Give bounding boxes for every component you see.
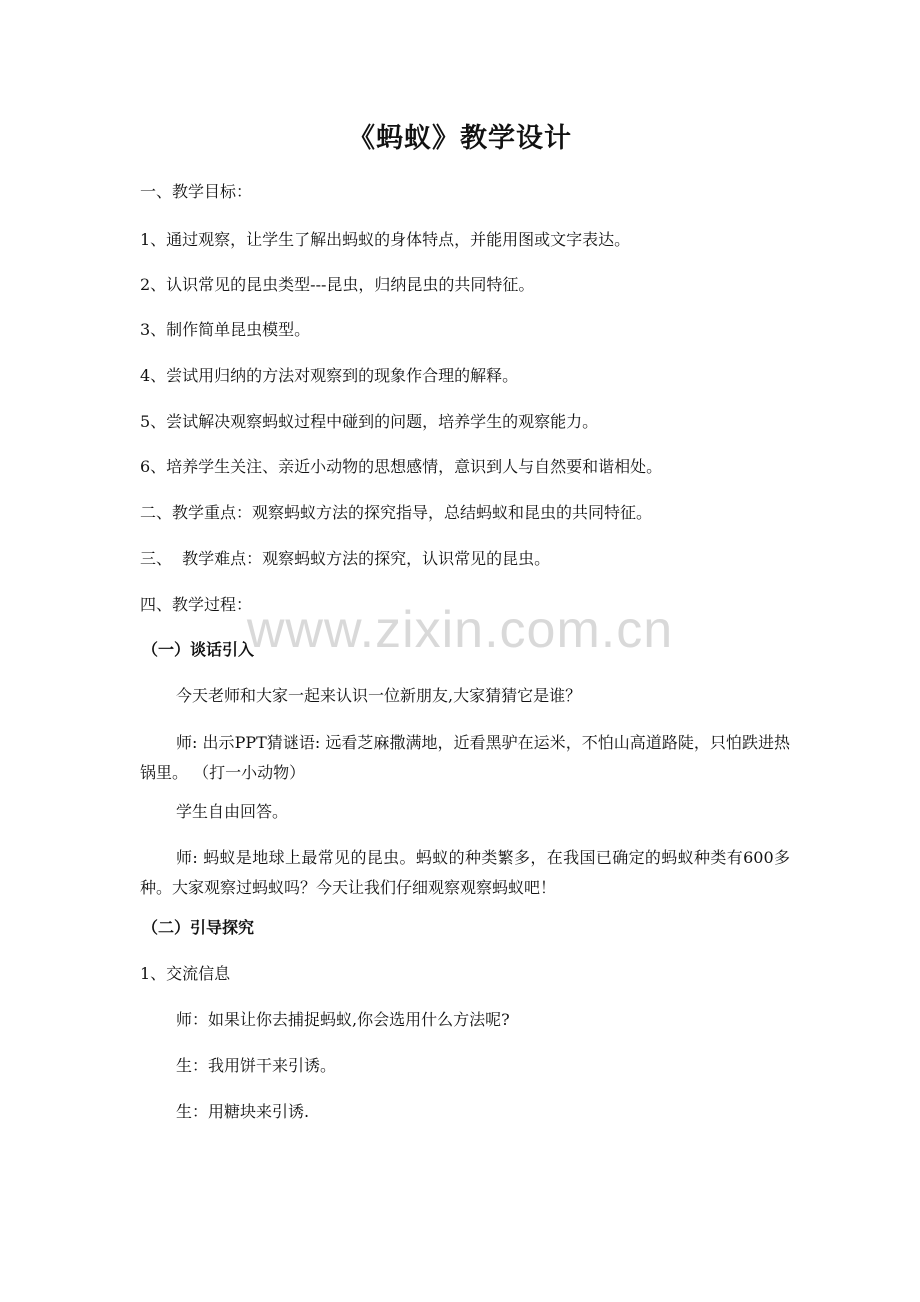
subsection-heading-explore: （二）引导探究: [142, 918, 255, 937]
objective-item: 1、通过观察，让学生了解出蚂蚁的身体特点，并能用图或文字表达。: [140, 230, 631, 249]
section-key-points: 二、教学重点：观察蚂蚁方法的探究指导，总结蚂蚁和昆虫的共同特征。: [140, 503, 653, 522]
document-title: 《蚂蚁》教学设计: [348, 123, 572, 154]
dialogue-student: 生：用糖块来引诱.: [176, 1102, 310, 1121]
objective-item: 5、尝试解决观察蚂蚁过程中碰到的问题，培养学生的观察能力。: [140, 412, 599, 431]
paragraph: 学生自由回答。: [176, 802, 289, 821]
section-heading-objectives: 一、教学目标：: [140, 182, 253, 201]
objective-item: 2、认识常见的昆虫类型---昆虫，归纳昆虫的共同特征。: [140, 275, 535, 294]
objective-item: 6、培养学生关注、亲近小动物的思想感情，意识到人与自然要和谐相处。: [140, 457, 663, 476]
list-item: 1、交流信息: [140, 964, 231, 983]
objective-item: 3、制作简单昆虫模型。: [140, 320, 311, 339]
subsection-heading-intro: （一）谈话引入: [142, 640, 255, 659]
section-difficulties: 三、 教学难点：观察蚂蚁方法的探究，认识常见的昆虫。: [140, 549, 551, 568]
dialogue-teacher: 师：如果让你去捕捉蚂蚁,你会选用什么方法呢?: [176, 1010, 510, 1029]
section-heading-process: 四、教学过程：: [140, 595, 253, 614]
paragraph-ant-intro: 师: 蚂蚁是地球上最常见的昆虫。蚂蚁的种类繁多，在我国已确定的蚂蚁种类有600多种。大家观察过蚂蚁吗？今天让我们仔细观察观察蚂蚁吧！: [140, 848, 790, 897]
dialogue-student: 生：我用饼干来引诱。: [176, 1056, 337, 1075]
paragraph: 今天老师和大家一起来认识一位新朋友,大家猜猜它是谁？: [176, 686, 582, 705]
objective-item: 4、尝试用归纳的方法对观察到的现象作合理的解释。: [140, 366, 519, 385]
paragraph-riddle: 师: 出示PPT猜谜语: 远看芝麻撒满地，近看黑驴在运米，不怕山高道路陡，只怕跌进热锅里。 （打一小动物）: [140, 733, 790, 782]
watermark: www.zixin.com.cn: [246, 601, 674, 659]
